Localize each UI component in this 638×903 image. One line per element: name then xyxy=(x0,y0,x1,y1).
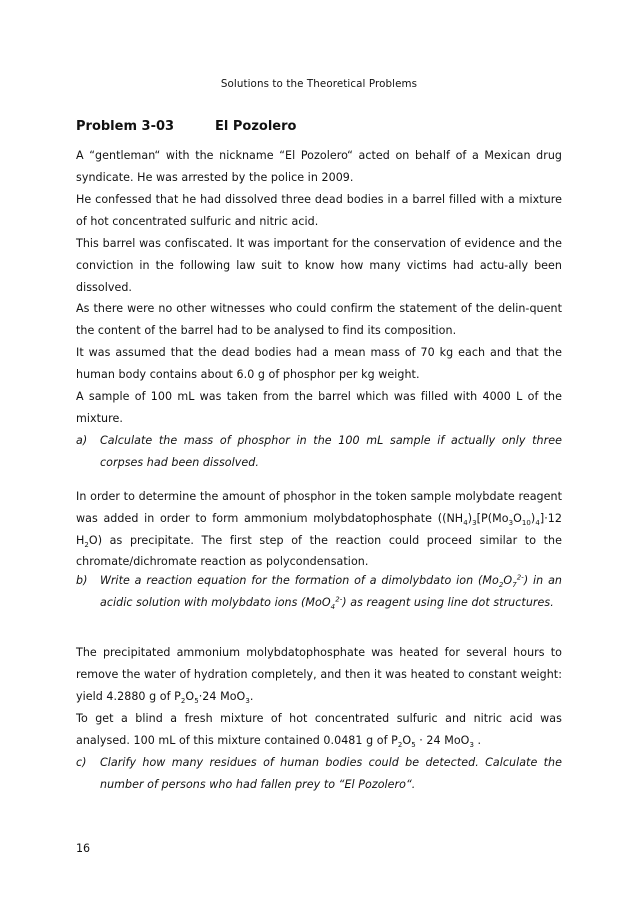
question-b xyxy=(76,570,562,614)
question-b-text: Write a reaction equation for the formation of a dimolybdato ion $(Mo_2O_7^{2-})$ in an acidic solution with molybdato ions (MoO$_4^{2-}$) as reagent using line dot structures. xyxy=(100,573,562,612)
paragraph-1: A “gentleman“ with the nickname “El Pozolero“ acted on behalf of a Mexican drug syndicate. He was arrested by the police in 2009. xyxy=(76,149,562,184)
question-c-label: c) xyxy=(76,756,87,769)
paragraph-5: It was assumed that the dead bodies had a mean mass of 70 kg each and that the human body contains about 6.0 g of phosphor per kg weight. xyxy=(76,346,562,381)
paragraph-2: He confessed that he had dissolved three dead bodies in a barrel filled with a mixture of hot concentrated sulfuric and nitric acid. xyxy=(76,193,562,228)
paragraph-7: In order to determine the amount of phosphor in the token sample molybdate reagent was added in order to form ammonium molybdatophosphate ($(NH_4)_3[P(Mo_3O_{10})_4]\cdot 12$ $H_2O$) as precipitate. The first step of the reaction could proceed similar to the chromate/dichromate reaction as polycondensation. xyxy=(76,490,562,569)
paragraph-3: This barrel was confiscated. It was important for the conservation of evidence and the conviction in the following law suit to know how many victims had actu-ally been dissolved. xyxy=(76,237,562,294)
question-a-text: Calculate the mass of phosphor in the 100 mL sample if actually only three corpses had been dissolved. xyxy=(100,434,562,469)
problem-number: Problem 3-03 xyxy=(76,119,175,134)
page-number: 16 xyxy=(76,842,91,855)
running-header: Solutions to the Theoretical Problems xyxy=(220,78,418,90)
problem-title: El Pozolero xyxy=(215,119,297,134)
question-a-label: a) xyxy=(76,434,88,447)
paragraph-6: A sample of 100 mL was taken from the barrel which was filled with 4000 L of the mixture. xyxy=(76,390,562,425)
question-c-text: Clarify how many residues of human bodies could be detected. Calculate the number of persons who had fallen prey to “El Pozolero“. xyxy=(100,756,562,791)
paragraph-9: To get a blind a fresh mixture of hot concentrated sulfuric and nitric acid was analysed. 100 mL of this mixture contained 0.0481 g of $P_2O_5 \cdot 24$ MoO$_3$ . xyxy=(76,712,562,750)
paragraph-8: The precipitated ammonium molybdatophosphate was heated for several hours to remove the water of hydration completely, and then it was heated to constant weight: yield 4.2880 g of $P_2O_5\cdot 24$ MoO$_3$. xyxy=(76,646,562,705)
question-b-label: b) xyxy=(76,574,88,587)
question-c xyxy=(76,752,562,796)
question-a xyxy=(76,430,562,474)
paragraph-4: As there were no other witnesses who could confirm the statement of the delin-quent the content of the barrel had to be analysed to find its composition. xyxy=(76,302,562,337)
problem-heading xyxy=(76,119,296,134)
